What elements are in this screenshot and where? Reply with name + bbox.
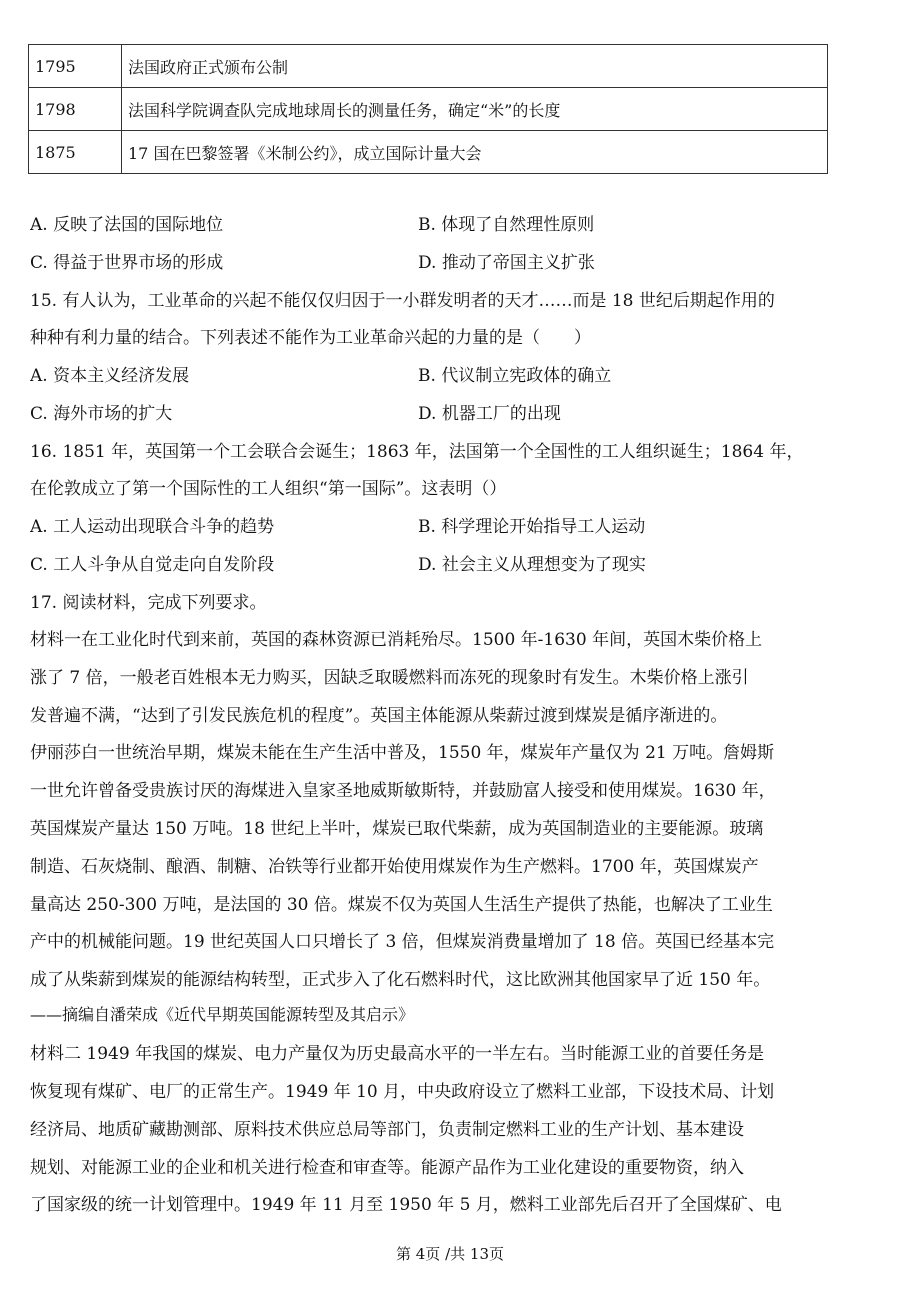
table-row — [29, 45, 828, 88]
material1-line: 伊丽莎白一世统治早期，煤炭未能在生产生活中普及，1550 年，煤炭年产量仅为 21 万吨。詹姆斯 — [30, 743, 775, 763]
q15-option-b: B. 代议制立宪政体的确立 — [418, 366, 612, 386]
q14-option-a: A. 反映了法国的国际地位 — [30, 215, 224, 235]
material1-line: 制造、石灰烧制、酿酒、制糖、冶铁等行业都开始使用煤炭作为生产燃料。1700 年，英国煤炭产 — [30, 857, 759, 877]
year-cell: 1795 — [29, 45, 122, 88]
q15-option-c: C. 海外市场的扩大 — [30, 404, 173, 424]
q16-stem-line: 16. 1851 年，英国第一个工会联合会诞生；1863 年，法国第一个全国性的工人组织诞生；1864 年， — [30, 442, 804, 462]
q16-option-b: B. 科学理论开始指导工人运动 — [418, 517, 646, 537]
material1-source: ——摘编自潘荣成《近代早期英国能源转型及其启示》 — [30, 1005, 415, 1024]
material1-line: 发普遍不满，“达到了引发民族危机的程度”。英国主体能源从柴薪过渡到煤炭是循序渐进的。 — [30, 706, 728, 726]
q17-stem: 17. 阅读材料，完成下列要求。 — [30, 593, 267, 613]
material1-line: 产中的机械能问题。19 世纪英国人口只增长了 3 倍，但煤炭消费量增加了 18 倍。英国已经基本完 — [30, 932, 775, 952]
material2-line: 恢复现有煤矿、电厂的正常生产。1949 年 10 月，中央政府设立了燃料工业部，下设技术局、计划 — [30, 1082, 775, 1102]
q14-option-b: B. 体现了自然理性原则 — [418, 215, 595, 235]
q15-stem-line: 种种有利力量的结合。下列表述不能作为工业革命兴起的力量的是（ ） — [30, 328, 591, 348]
table-row — [29, 88, 828, 131]
event-cell: 17 国在巴黎签署《米制公约》，成立国际计量大会 — [122, 131, 828, 174]
table-row — [29, 131, 828, 174]
q15-stem-line: 15. 有人认为，工业革命的兴起不能仅仅归因于一小群发明者的天才……而是 18 世纪后期起作用的 — [30, 291, 775, 311]
year-cell: 1875 — [29, 131, 122, 174]
timeline-table — [28, 44, 828, 174]
material2-line: 经济局、地质矿藏勘测部、原料技术供应总局等部门，负责制定燃料工业的生产计划、基本建设 — [30, 1120, 744, 1140]
q15-option-a: A. 资本主义经济发展 — [30, 366, 190, 386]
q16-option-a: A. 工人运动出现联合斗争的趋势 — [30, 517, 275, 537]
q16-stem-line: 在伦敦成立了第一个国际性的工人组织“第一国际”。这表明（） — [30, 479, 507, 499]
q14-option-c: C. 得益于世界市场的形成 — [30, 253, 224, 273]
material1-line: 一世允许曾备受贵族讨厌的海煤进入皇家圣地威斯敏斯特，并鼓励富人接受和使用煤炭。1630 年， — [30, 781, 776, 801]
q14-option-d: D. 推动了帝国主义扩张 — [418, 253, 595, 273]
page-number: 第 4页 /共 13页 — [396, 1245, 504, 1263]
event-cell: 法国政府正式颁布公制 — [122, 45, 828, 88]
material1-line: 成了从柴薪到煤炭的能源结构转型，正式步入了化石燃料时代，这比欧洲其他国家早了近 150 年。 — [30, 970, 771, 990]
q16-option-c: C. 工人斗争从自觉走向自发阶段 — [30, 555, 275, 575]
q16-option-d: D. 社会主义从理想变为了现实 — [418, 555, 646, 575]
material2-line: 材料二 1949 年我国的煤炭、电力产量仅为历史最高水平的一半左右。当时能源工业的首要任务是 — [30, 1044, 765, 1064]
material2-line: 了国家级的统一计划管理中。1949 年 11 月至 1950 年 5 月，燃料工业部先后召开了全国煤矿、电 — [30, 1195, 782, 1215]
year-cell: 1798 — [29, 88, 122, 131]
material1-line: 涨了 7 倍，一般老百姓根本无力购买，因缺乏取暖燃料而冻死的现象时有发生。木柴价格上涨引 — [30, 668, 749, 688]
event-cell: 法国科学院调查队完成地球周长的测量任务，确定“米”的长度 — [122, 88, 828, 131]
material1-line: 材料一在工业化时代到来前，英国的森林资源已消耗殆尽。1500 年-1630 年间，英国木柴价格上 — [30, 630, 763, 650]
q15-option-d: D. 机器工厂的出现 — [418, 404, 561, 424]
material2-line: 规划、对能源工业的企业和机关进行检查和审查等。能源产品作为工业化建设的重要物资，纳入 — [30, 1158, 744, 1178]
material1-line: 英国煤炭产量达 150 万吨。18 世纪上半叶，煤炭已取代柴薪，成为英国制造业的主要能源。玻璃 — [30, 819, 764, 839]
material1-line: 量高达 250-300 万吨，是法国的 30 倍。煤炭不仅为英国人生活生产提供了热能，也解决了工业生 — [30, 895, 773, 915]
